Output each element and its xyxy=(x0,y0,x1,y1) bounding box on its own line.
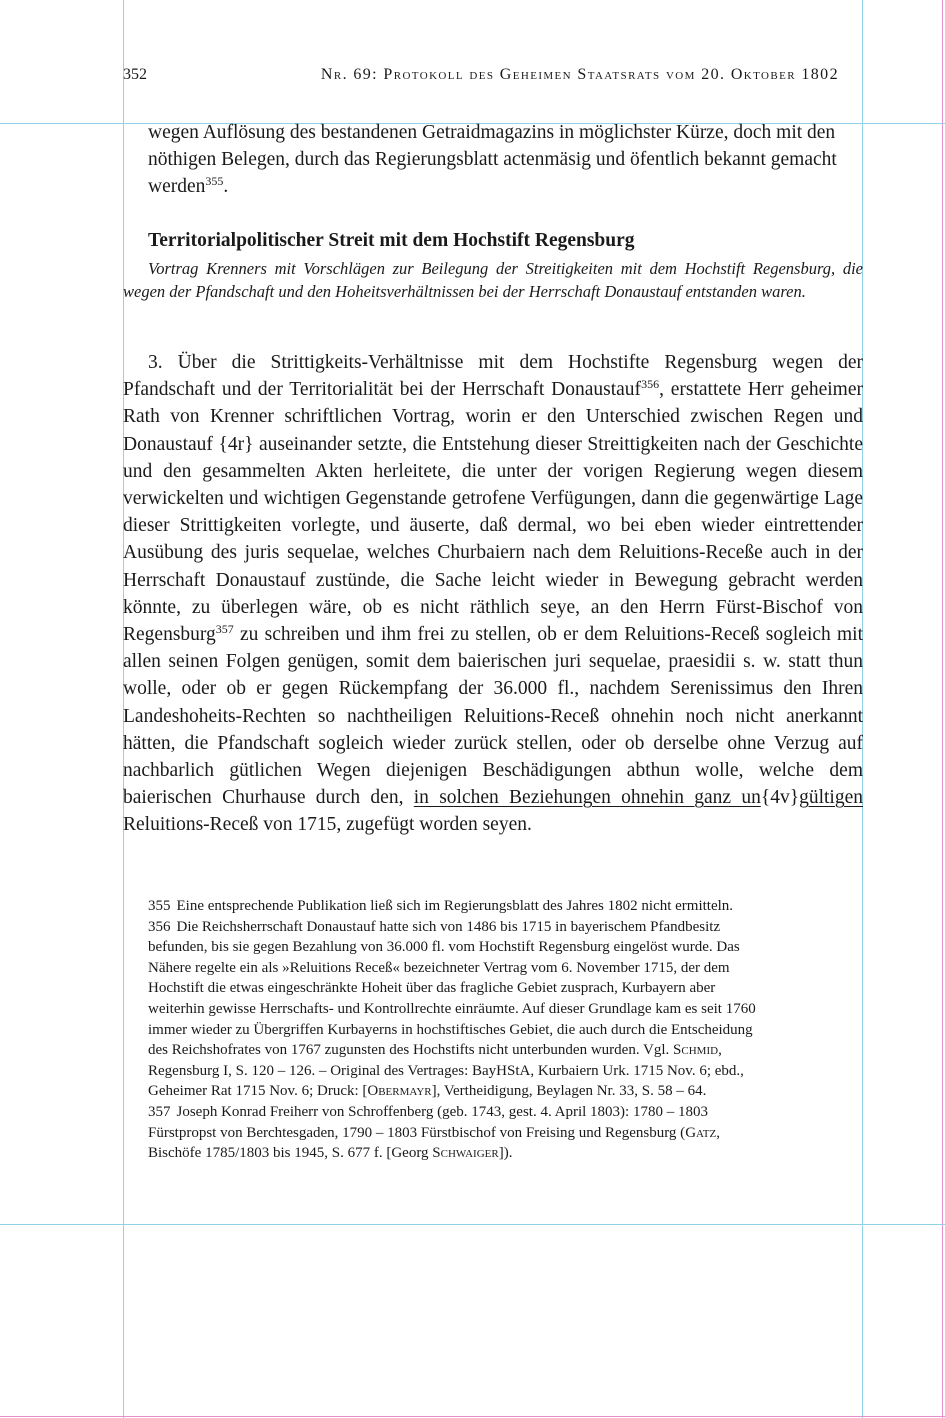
footnotes xyxy=(148,896,758,1164)
section-summary: Vortrag Krenners mit Vorschlägen zur Beilegung der Streitigkeiten mit dem Hochstift Regensburg, die wegen der Pfandschaft und den Hoheitsverhältnissen bei der Herrschaft Donaustauf entstanden waren. xyxy=(123,259,863,301)
footnote-ref-356[interactable]: 356 xyxy=(641,377,660,392)
lead-paragraph xyxy=(148,119,848,201)
footnote-355: 355 Eine entsprechende Publikation ließ sich im Regierungsblatt des Jahres 1802 nicht ermitteln. xyxy=(148,898,734,914)
footnote-ref-357[interactable]: 357 xyxy=(215,622,234,637)
footnote-356: 356 Die Reichsherrschaft Donaustauf hatte sich von 1486 bis 1715 in bayerischem Pfandbesitz befunden, bis sie gegen Bezahlung von 36.000 fl. vom Hochstift Regensburg eingelöst wurde. Das Nähere regelte ein als »Reluitions Receß« bezeichneter Vertrag vom 6. November 1715, der dem Hochstift die etwas eingeschränkte Hoheit über das fragliche Gebiet zusprach, Kurbayern aber weiterhin gewisse Herrschafts- und Kontrollrechte einräumte. Auf dieser Grundlage kam es seit 1760 immer wieder zu Übergriffen Kurbayerns in hochstiftisches Gebiet, die auch durch die Entscheidung des Reichshofrates von 1767 zugunsten des Hochstifts nicht unterbunden wurden. Vgl. Schmid, Regensburg I, S. 120 – 126. – Original des Vertrages: BayHStA, Kurbaiern Urk. 1715 Nov. 6; ebd., Geheimer Rat 1715 Nov. 6; Druck: [Obermayr], Vertheidigung, Beylagen Nr. 33, S. 58 – 64. xyxy=(148,918,756,1100)
underlined-text-a: in solchen Beziehungen ohnehin ganz un xyxy=(413,787,761,809)
section-title: Territorialpolitischer Streit mit dem Hochstift Regensburg xyxy=(148,230,635,251)
page-number: 352 xyxy=(123,66,147,83)
page-edge-right xyxy=(942,0,943,1418)
author-citation: Gatz xyxy=(685,1124,717,1141)
underlined-text-b: gültigen xyxy=(799,787,863,809)
author-citation: Schwaiger xyxy=(432,1145,499,1162)
page-header xyxy=(123,66,839,90)
running-head: Nr. 69: Protokoll des Geheimen Staatsrats vom 20. Oktober 1802 xyxy=(320,66,839,83)
folio-marker: {4v} xyxy=(760,787,800,809)
guide-line-bottom xyxy=(0,1224,945,1225)
body-paragraph: 3. Über die Strittigkeits-Verhältnisse mit dem Hochstifte Regensburg wegen der Pfandschaft und der Territorialität bei der Herrschaft Donaustauf$^{356}$, erstattete Herr geheimer Rath von Krenner schriftlichen Vortrag, worin er den Unterschied zwischen Regen und Donaustauf {4r} auseinander setzte, die Entstehung dieser Streittigkeiten nach der Geschichte und den gesammelten Akten herleitete, die unter der vorigen Regierung wegen diesem verwickelten und wichtigen Gegenstande getrofene Verfügungen, dann die gegenwärtige Lage dieser Strittigkeiten vorlegte, und äuserte, daß dermal, wo bei eben wieder eintrettender Ausübung des juris sequelae, welches Churbaiern nach dem Reluitions-Receße auch in der Herrschaft Donaustauf zustünde, die Sache leicht wieder in Bewegung gebracht werden könnte, zu überlegen wäre, ob es nicht räthlich seye, an den Herrn Fürst-Bischof von Regensburg$^{357}$ zu schreiben und ihm frei zu stellen, ob er dem Reluitions-Receß sogleich mit allen seinen Folgen genügen, somit dem baierischen juri sequelae, praesidii s. w. statt thun wolle, oder ob er gegen Rückempfang der 36.000 fl., nachdem Serenissimus den Ihren Landeshoheits-Rechten so nachtheiligen Reluitions-Receß ohnehin noch nicht anerkannt hätten, die Pfandschaft sogleich wieder zurück stellen, oder ob derselbe ohne Verzug auf nachbarlich gütlichen Wegen diejenigen Beschädigungen abthun wolle, welche dem baierischen Churhause durch den, in solchen Beziehungen ohnehin ganz un{4v}gültigen Reluitions-Receß von 1715, zugefügt worden seyen. xyxy=(123,352,863,836)
author-citation: Schmid xyxy=(673,1042,719,1059)
lead-text: wegen Auflösung des bestandenen Getraidmagazins in möglichster Kürze, doch mit den nöthigen Belegen, durch das Regierungsblatt actenmäsig und öfentlich bekannt gemacht werden$^{355}$. xyxy=(148,122,837,198)
footnote-ref-355[interactable]: 355 xyxy=(205,174,224,189)
author-citation: Obermayr xyxy=(367,1083,432,1100)
footnote-357: 357 Joseph Konrad Freiherr von Schroffenberg (geb. 1743, gest. 4. April 1803): 1780 – 1803 Fürstpropst von Berchtesgaden, 1790 – 1803 Fürstbischof von Freising und Regensburg (Gatz, Bischöfe 1785/1803 bis 1945, S. 677 f. [Georg Schwaiger]). xyxy=(148,1103,720,1162)
page-edge-bottom xyxy=(0,1416,945,1417)
